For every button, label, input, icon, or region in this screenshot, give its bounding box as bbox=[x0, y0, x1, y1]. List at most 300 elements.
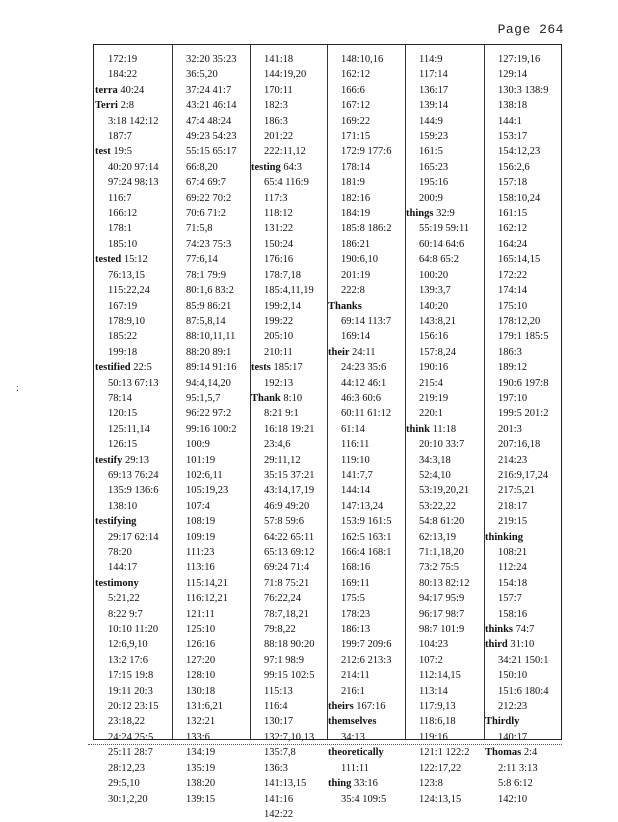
index-term: testing bbox=[251, 161, 281, 173]
page-line-reference: 29:5,10 bbox=[108, 778, 140, 790]
page-line-reference: 23:4,6 bbox=[264, 439, 291, 451]
page-line-reference: 175:5 bbox=[341, 593, 365, 605]
page-line-reference: 150:10 bbox=[498, 670, 528, 682]
index-subentry bbox=[406, 175, 469, 190]
index-subentry bbox=[173, 499, 236, 514]
index-term: things bbox=[406, 208, 434, 220]
index-subentry bbox=[485, 761, 548, 776]
page-line-reference: 100:9 bbox=[186, 439, 210, 451]
index-column-4 bbox=[328, 52, 391, 807]
index-subentry bbox=[328, 98, 391, 113]
page-line-reference: 109:19 bbox=[186, 531, 216, 543]
index-subentry bbox=[251, 144, 314, 159]
index-term: testified bbox=[95, 362, 131, 374]
page-line-reference: 117:9,13 bbox=[419, 701, 456, 713]
index-subentry bbox=[406, 437, 469, 452]
page-line-reference: 71:8 75:21 bbox=[264, 577, 310, 589]
index-subentry bbox=[95, 175, 158, 190]
index-subentry bbox=[485, 591, 548, 606]
page-line-reference: 172:22 bbox=[498, 269, 528, 281]
page-line-reference: 167:16 bbox=[356, 701, 386, 713]
page-line-reference: 219:15 bbox=[498, 516, 528, 528]
index-subentry bbox=[406, 514, 469, 529]
page-line-reference: 195:16 bbox=[419, 177, 449, 189]
index-subentry bbox=[95, 406, 158, 421]
page-line-reference: 205:10 bbox=[264, 331, 294, 343]
page-line-reference: 8:10 bbox=[283, 392, 303, 404]
page-line-reference: 120:15 bbox=[108, 408, 138, 420]
index-subentry bbox=[95, 160, 158, 175]
index-subentry bbox=[95, 668, 158, 683]
page-line-reference: 144:19,20 bbox=[264, 69, 307, 81]
page-line-reference: 185:8 186:2 bbox=[341, 223, 392, 235]
page-line-reference: 179:1 185:5 bbox=[498, 331, 549, 343]
index-term: theirs bbox=[328, 701, 354, 713]
page-line-reference: 88:20 89:1 bbox=[186, 346, 232, 358]
page-line-reference: 108:19 bbox=[186, 516, 216, 528]
index-subentry bbox=[406, 221, 469, 236]
index-subentry bbox=[485, 191, 548, 206]
index-subentry bbox=[173, 591, 236, 606]
index-subentry bbox=[485, 422, 548, 437]
index-subentry bbox=[251, 499, 314, 514]
page-line-reference: 20:10 33:7 bbox=[419, 439, 465, 451]
index-column-6 bbox=[485, 52, 548, 807]
page-line-reference: 190:6 197:8 bbox=[498, 377, 549, 389]
index-subentry bbox=[95, 745, 158, 760]
page-line-reference: 44:12 46:1 bbox=[341, 377, 387, 389]
page-line-reference: 31:10 bbox=[510, 639, 535, 651]
page-line-reference: 185:4,11,19 bbox=[264, 285, 314, 297]
index-subentry bbox=[251, 345, 314, 360]
index-subentry bbox=[406, 329, 469, 344]
page-line-reference: 125:10 bbox=[186, 624, 216, 636]
index-subentry bbox=[173, 206, 236, 221]
bottom-rule bbox=[88, 744, 562, 745]
index-subentry bbox=[251, 129, 314, 144]
index-subentry bbox=[485, 67, 548, 82]
page-line-reference: 169:14 bbox=[341, 331, 371, 343]
index-subentry bbox=[95, 714, 158, 729]
page-line-reference: 76:13,15 bbox=[108, 269, 146, 281]
index-subentry bbox=[328, 560, 391, 575]
index-subentry bbox=[406, 607, 469, 622]
page-line-reference: 130:18 bbox=[186, 685, 216, 697]
index-subentry bbox=[406, 314, 469, 329]
page-line-reference: 69:14 113:7 bbox=[341, 315, 392, 327]
index-term: terra bbox=[95, 84, 118, 96]
page-line-reference: 141:18 bbox=[264, 54, 294, 65]
page-line-reference: 94:17 95:9 bbox=[419, 593, 465, 605]
index-subentry bbox=[328, 144, 391, 159]
index-subentry bbox=[485, 684, 548, 699]
page-line-reference: 116:11 bbox=[341, 439, 370, 451]
index-subentry bbox=[95, 268, 158, 283]
index-subentry bbox=[485, 345, 548, 360]
page-line-reference: 119:10 bbox=[341, 454, 370, 466]
index-subentry bbox=[485, 792, 548, 807]
index-subentry bbox=[406, 730, 469, 745]
index-heading-entry bbox=[328, 345, 391, 360]
page-line-reference: 111:11 bbox=[341, 762, 369, 774]
page-line-reference: 166:4 168:1 bbox=[341, 547, 392, 558]
index-subentry bbox=[173, 144, 236, 159]
index-heading-entry bbox=[251, 391, 314, 406]
page-line-reference: 100:20 bbox=[419, 269, 449, 281]
page-line-reference: 132:7,10,13 bbox=[264, 731, 315, 743]
index-heading-entry bbox=[485, 637, 548, 652]
page-line-reference: 33:16 bbox=[353, 778, 378, 790]
page-line-reference: 23:18,22 bbox=[108, 716, 146, 728]
page-line-reference: 154:12,23 bbox=[498, 146, 541, 158]
index-subentry bbox=[251, 83, 314, 98]
index-subentry bbox=[251, 175, 314, 190]
index-heading-entry bbox=[485, 622, 548, 637]
index-subentry bbox=[251, 221, 314, 236]
index-heading-entry bbox=[251, 360, 314, 375]
page-line-reference: 70:6 71:2 bbox=[186, 208, 226, 220]
index-subentry bbox=[173, 237, 236, 252]
index-subentry bbox=[251, 776, 314, 791]
page-line-reference: 34:13 bbox=[341, 731, 365, 743]
index-term: tests bbox=[251, 362, 271, 374]
index-subentry bbox=[173, 314, 236, 329]
page-line-reference: 190:16 bbox=[419, 362, 449, 374]
page-line-reference: 140:20 bbox=[419, 300, 449, 312]
page-line-reference: 67:4 69:7 bbox=[186, 177, 226, 189]
index-subentry bbox=[485, 730, 548, 745]
index-subentry bbox=[406, 360, 469, 375]
index-subentry bbox=[95, 637, 158, 652]
index-subentry bbox=[95, 283, 158, 298]
index-subentry bbox=[328, 360, 391, 375]
index-subentry bbox=[95, 622, 158, 637]
index-subentry bbox=[173, 191, 236, 206]
page-line-reference: 102:6,11 bbox=[186, 469, 223, 481]
index-subentry bbox=[328, 114, 391, 129]
index-subentry bbox=[251, 468, 314, 483]
page-line-reference: 53:22,22 bbox=[419, 500, 457, 512]
index-subentry bbox=[173, 391, 236, 406]
index-subentry bbox=[406, 114, 469, 129]
index-subentry bbox=[95, 761, 158, 776]
index-subentry bbox=[251, 530, 314, 545]
page-line-reference: 8:22 9:7 bbox=[108, 608, 143, 620]
index-subentry bbox=[328, 607, 391, 622]
page-line-reference: 128:10 bbox=[186, 670, 216, 682]
page-line-reference: 144:14 bbox=[341, 485, 371, 497]
page-line-reference: 105:19,23 bbox=[186, 485, 229, 497]
page-line-reference: 187:7 bbox=[108, 131, 132, 143]
index-subentry bbox=[485, 144, 548, 159]
page-line-reference: 24:11 bbox=[352, 346, 376, 358]
index-column-5 bbox=[406, 52, 469, 807]
page-line-reference: 78:14 bbox=[108, 392, 132, 404]
index-subentry bbox=[173, 714, 236, 729]
page-line-reference: 178:1 bbox=[108, 223, 132, 235]
index-subentry bbox=[251, 668, 314, 683]
index-heading-entry bbox=[328, 776, 391, 791]
index-subentry bbox=[95, 591, 158, 606]
page-line-reference: 98:7 101:9 bbox=[419, 624, 465, 636]
page-line-reference: 35:4 109:5 bbox=[341, 793, 387, 805]
page-line-reference: 153:9 161:5 bbox=[341, 516, 392, 528]
page-line-reference: 185:10 bbox=[108, 238, 138, 250]
index-heading-entry bbox=[95, 98, 158, 113]
index-subentry bbox=[406, 560, 469, 575]
index-subentry bbox=[328, 391, 391, 406]
page-line-reference: 199:2,14 bbox=[264, 300, 302, 312]
page-line-reference: 214:23 bbox=[498, 454, 528, 466]
index-subentry bbox=[328, 668, 391, 683]
index-subentry bbox=[328, 268, 391, 283]
index-subentry bbox=[173, 684, 236, 699]
page-line-reference: 185:22 bbox=[108, 331, 138, 343]
index-subentry bbox=[485, 483, 548, 498]
page-line-reference: 131:22 bbox=[264, 223, 294, 235]
index-subentry bbox=[95, 329, 158, 344]
page-line-reference: 107:4 bbox=[186, 500, 210, 512]
page-line-reference: 97:1 98:9 bbox=[264, 654, 304, 666]
index-subentry bbox=[406, 483, 469, 498]
index-term: Thirdly bbox=[485, 716, 520, 728]
index-column-3 bbox=[251, 52, 314, 822]
index-subentry bbox=[485, 653, 548, 668]
index-subentry bbox=[485, 83, 548, 98]
index-term: their bbox=[328, 346, 350, 358]
page-line-reference: 169:11 bbox=[341, 577, 370, 589]
page-line-reference: 125:11,14 bbox=[108, 423, 150, 435]
index-subentry bbox=[95, 391, 158, 406]
index-subentry bbox=[95, 499, 158, 514]
page-line-reference: 123:8 bbox=[419, 778, 443, 790]
page-line-reference: 133:6 bbox=[186, 731, 210, 743]
page-line-reference: 144:1 bbox=[498, 115, 522, 127]
index-subentry bbox=[485, 314, 548, 329]
page-line-reference: 136:17 bbox=[419, 84, 449, 96]
page-line-reference: 34:21 150:1 bbox=[498, 654, 549, 666]
index-subentry bbox=[406, 252, 469, 267]
page-line-reference: 141:7,7 bbox=[341, 469, 373, 481]
index-heading-entry bbox=[328, 699, 391, 714]
index-heading-entry bbox=[328, 714, 391, 729]
page-line-reference: 74:23 75:3 bbox=[186, 238, 232, 250]
index-subentry bbox=[173, 607, 236, 622]
index-subentry bbox=[95, 237, 158, 252]
page-line-reference: 201:22 bbox=[264, 131, 294, 143]
index-term: Terri bbox=[95, 100, 118, 112]
page-line-reference: 71:1,18,20 bbox=[419, 547, 464, 558]
index-heading-entry bbox=[95, 360, 158, 375]
index-subentry bbox=[328, 67, 391, 82]
page-line-reference: 161:5 bbox=[419, 146, 443, 158]
page-line-reference: 135:19 bbox=[186, 762, 216, 774]
page-line-reference: 29:13 bbox=[125, 454, 149, 466]
index-subentry bbox=[485, 175, 548, 190]
index-term: themselves bbox=[328, 716, 377, 728]
page-line-reference: 126:15 bbox=[108, 439, 138, 451]
page-line-reference: 167:12 bbox=[341, 100, 371, 112]
page-line-reference: 40:20 97:14 bbox=[108, 161, 159, 173]
index-term: thinking bbox=[485, 531, 523, 543]
page-line-reference: 46:3 60:6 bbox=[341, 392, 381, 404]
page-line-reference: 186:3 bbox=[498, 346, 522, 358]
page-line-reference: 156:2,6 bbox=[498, 161, 530, 173]
page-line-reference: 186:13 bbox=[341, 624, 371, 636]
index-subentry bbox=[95, 437, 158, 452]
page-line-reference: 214:11 bbox=[341, 670, 370, 682]
page-line-reference: 62:13,19 bbox=[419, 531, 457, 543]
index-subentry bbox=[173, 576, 236, 591]
page-line-reference: 19:11 20:3 bbox=[108, 685, 153, 697]
index-subentry bbox=[251, 191, 314, 206]
page-line-reference: 159:23 bbox=[419, 131, 449, 143]
index-subentry bbox=[485, 299, 548, 314]
index-subentry bbox=[251, 699, 314, 714]
page-line-reference: 136:3 bbox=[264, 762, 288, 774]
index-subentry bbox=[173, 468, 236, 483]
page-line-reference: 5:8 6:12 bbox=[498, 778, 533, 790]
index-subentry bbox=[251, 98, 314, 113]
index-subentry bbox=[173, 98, 236, 113]
page-line-reference: 172:9 177:6 bbox=[341, 146, 392, 158]
index-subentry bbox=[406, 637, 469, 652]
page-line-reference: 162:12 bbox=[498, 223, 528, 235]
index-subentry bbox=[406, 699, 469, 714]
index-heading-entry bbox=[406, 206, 469, 221]
index-heading-entry bbox=[485, 530, 548, 545]
page-line-reference: 126:16 bbox=[186, 639, 216, 651]
index-subentry bbox=[328, 237, 391, 252]
index-subentry bbox=[406, 761, 469, 776]
page-line-reference: 117:14 bbox=[419, 69, 448, 81]
index-subentry bbox=[328, 761, 391, 776]
page-line-reference: 158:16 bbox=[498, 608, 528, 620]
index-subentry bbox=[485, 499, 548, 514]
index-subentry bbox=[485, 114, 548, 129]
page-line-reference: 34:3,18 bbox=[419, 454, 451, 466]
index-subentry bbox=[173, 299, 236, 314]
page-line-reference: 142:10 bbox=[498, 793, 528, 805]
page-line-reference: 124:13,15 bbox=[419, 793, 462, 805]
index-subentry bbox=[406, 67, 469, 82]
index-subentry bbox=[485, 129, 548, 144]
index-subentry bbox=[485, 437, 548, 452]
page-line-reference: 96:22 97:2 bbox=[186, 408, 232, 420]
index-subentry bbox=[485, 576, 548, 591]
index-subentry bbox=[406, 283, 469, 298]
index-subentry bbox=[485, 268, 548, 283]
page-line-reference: 37:24 41:7 bbox=[186, 84, 232, 96]
page-line-reference: 178:9,10 bbox=[108, 315, 146, 327]
index-subentry bbox=[251, 283, 314, 298]
page-line-reference: 64:22 65:11 bbox=[264, 531, 315, 543]
page-line-reference: 130:3 138:9 bbox=[498, 84, 549, 96]
index-subentry bbox=[485, 453, 548, 468]
page-line-reference: 112:24 bbox=[498, 562, 527, 574]
page-line-reference: 139:3,7 bbox=[419, 285, 451, 297]
page-line-reference: 97:24 98:13 bbox=[108, 177, 159, 189]
index-subentry bbox=[95, 221, 158, 236]
index-subentry bbox=[251, 114, 314, 129]
page-line-reference: 74:7 bbox=[515, 624, 535, 636]
page-line-reference: 3:18 142:12 bbox=[108, 115, 159, 127]
index-subentry bbox=[173, 545, 236, 560]
index-subentry bbox=[485, 560, 548, 575]
index-heading-entry bbox=[95, 83, 158, 98]
page-line-reference: 157:8,24 bbox=[419, 346, 457, 358]
page-line-reference: 212:23 bbox=[498, 701, 528, 713]
index-heading-entry bbox=[95, 144, 158, 159]
page-line-reference: 107:2 bbox=[419, 654, 443, 666]
index-heading-entry bbox=[328, 299, 391, 314]
index-subentry bbox=[406, 468, 469, 483]
index-subentry bbox=[406, 98, 469, 113]
page-line-reference: 199:22 bbox=[264, 315, 294, 327]
index-subentry bbox=[406, 499, 469, 514]
page-line-reference: 162:12 bbox=[341, 69, 371, 81]
page-line-reference: 222:11,12 bbox=[264, 146, 306, 158]
index-subentry bbox=[95, 468, 158, 483]
page-line-reference: 30:1,2,20 bbox=[108, 793, 148, 805]
page-line-reference: 52:4,10 bbox=[419, 469, 451, 481]
index-subentry bbox=[251, 237, 314, 252]
page-line-reference: 78:1 79:9 bbox=[186, 269, 226, 281]
index-subentry bbox=[485, 668, 548, 683]
index-subentry bbox=[173, 699, 236, 714]
index-subentry bbox=[406, 160, 469, 175]
page-line-reference: 57:8 59:6 bbox=[264, 516, 304, 528]
index-subentry bbox=[328, 653, 391, 668]
page-line-reference: 24:24 25:5 bbox=[108, 731, 154, 743]
index-subentry bbox=[406, 530, 469, 545]
index-subentry bbox=[251, 67, 314, 82]
index-subentry bbox=[406, 345, 469, 360]
page-line-reference: 154:18 bbox=[498, 577, 528, 589]
index-term: testifying bbox=[95, 516, 137, 528]
page-line-reference: 13:2 17:6 bbox=[108, 654, 148, 666]
index-subentry bbox=[95, 206, 158, 221]
page-line-reference: 215:4 bbox=[419, 377, 443, 389]
index-subentry bbox=[406, 406, 469, 421]
page-line-reference: 175:10 bbox=[498, 300, 528, 312]
page-line-reference: 165:14,15 bbox=[498, 254, 541, 266]
page-line-reference: 201:3 bbox=[498, 423, 522, 435]
page-line-reference: 115:14,21 bbox=[186, 577, 228, 589]
page-line-reference: 54:8 61:20 bbox=[419, 516, 465, 528]
page-line-reference: 88:10,11,11 bbox=[186, 331, 236, 343]
page-number: Page 264 bbox=[497, 22, 564, 37]
page-line-reference: 144:9 bbox=[419, 115, 443, 127]
index-subentry bbox=[485, 360, 548, 375]
page-line-reference: 96:17 98:7 bbox=[419, 608, 465, 620]
index-subentry bbox=[251, 52, 314, 67]
index-subentry bbox=[328, 437, 391, 452]
index-subentry bbox=[251, 653, 314, 668]
page-line-reference: 141:13,15 bbox=[264, 778, 307, 790]
index-subentry bbox=[251, 314, 314, 329]
page-line-reference: 139:14 bbox=[419, 100, 449, 112]
page-line-reference: 127:19,16 bbox=[498, 54, 541, 65]
index-subentry bbox=[251, 576, 314, 591]
page-line-reference: 131:6,21 bbox=[186, 701, 224, 713]
page-line-reference: 212:6 213:3 bbox=[341, 654, 392, 666]
index-subentry bbox=[95, 730, 158, 745]
page-line-reference: 182:3 bbox=[264, 100, 288, 112]
page-line-reference: 87:5,8,14 bbox=[186, 315, 226, 327]
page-line-reference: 189:12 bbox=[498, 362, 528, 374]
page-line-reference: 178:12,20 bbox=[498, 315, 541, 327]
